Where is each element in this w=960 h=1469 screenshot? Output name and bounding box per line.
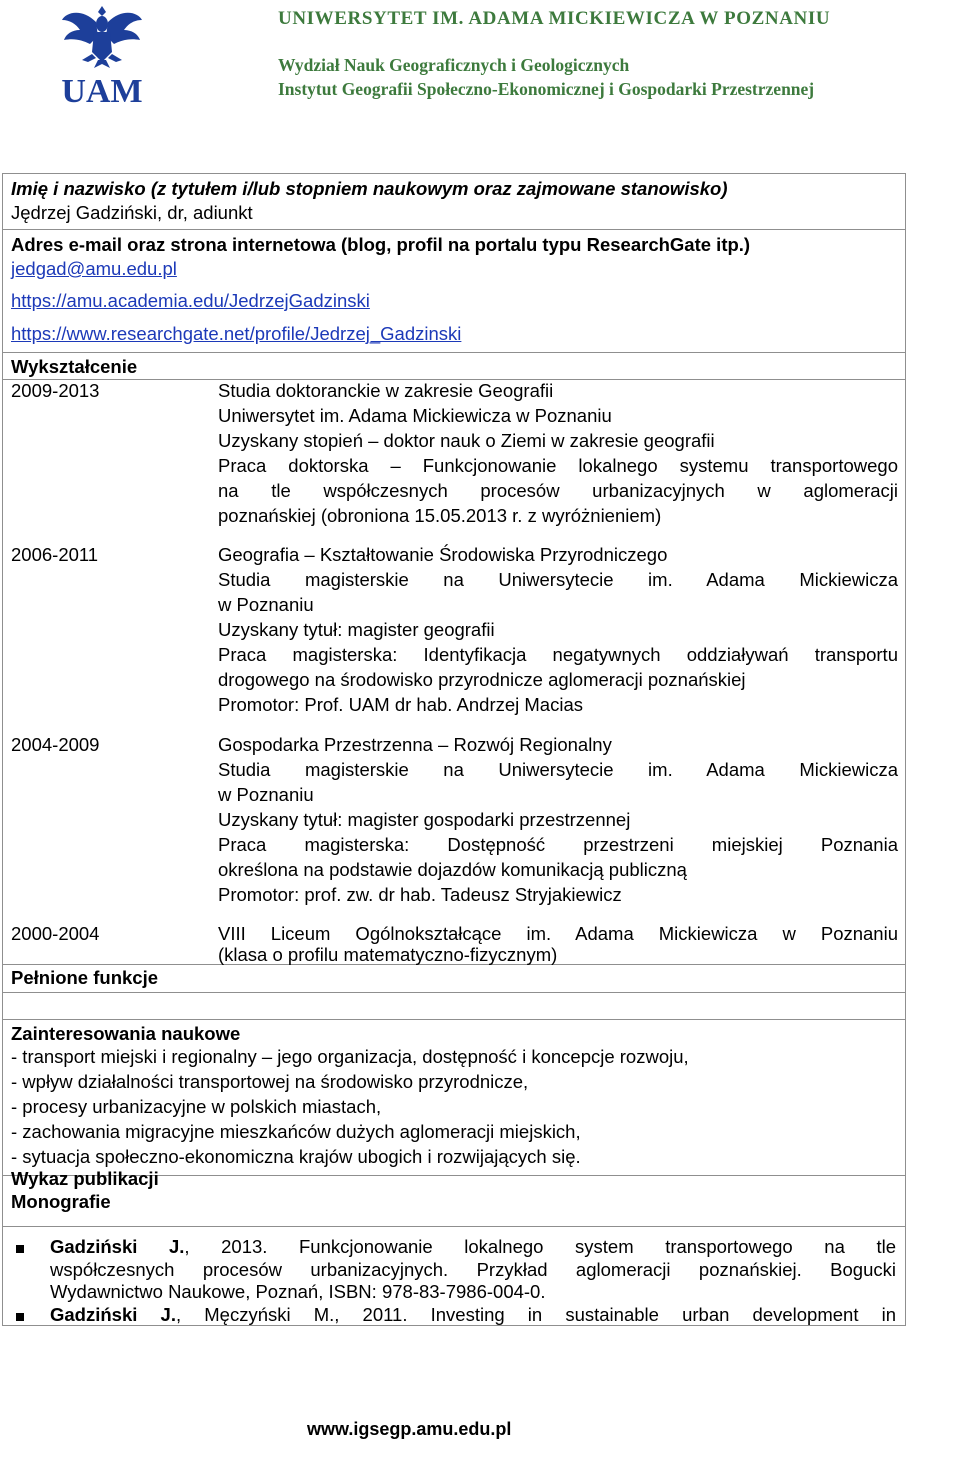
publication-line: Wydawnictwo Naukowe, Poznań, ISBN: 978-83-7986-004-0. (50, 1281, 546, 1302)
bullet-icon (16, 1245, 24, 1253)
education-years: 2000-2004 (11, 923, 100, 944)
education-line: Studia doktoranckie w zakresie Geografii (218, 380, 554, 401)
education-line: Studia magisterskie na Uniwersytecie im. Adama Mickiewicza (218, 569, 898, 590)
education-line: Geografia – Kształtowanie Środowiska Przyrodniczego (218, 544, 668, 565)
education-line: Promotor: Prof. UAM dr hab. Andrzej Macias (218, 694, 583, 715)
education-line: Promotor: prof. zw. dr hab. Tadeusz Stryjakiewicz (218, 884, 622, 905)
education-line: drogowego na środowisko przyrodnicze aglomeracji poznańskiej (218, 669, 746, 690)
uam-logo (58, 2, 146, 108)
interest-item: - zachowania migracyjne mieszkańców dużych aglomeracji miejskich, (11, 1121, 581, 1142)
education-years: 2006-2011 (11, 544, 99, 565)
education-line: na tle współczesnych procesów urbanizacyjnych w aglomeracji (218, 480, 898, 501)
researchgate-link[interactable]: https://www.researchgate.net/profile/Jedrzej_Gadzinski (11, 323, 462, 344)
monographs-subheading: Monografie (11, 1191, 111, 1212)
bullet-icon (16, 1313, 24, 1321)
education-line: w Poznaniu (218, 784, 314, 805)
education-line: w Poznaniu (218, 594, 314, 615)
education-line: Studia magisterskie na Uniwersytecie im. Adama Mickiewicza (218, 759, 898, 780)
row-divider (3, 992, 905, 993)
education-line: Uzyskany tytuł: magister geografii (218, 619, 495, 640)
footer-url[interactable]: www.igsegp.amu.edu.pl (307, 1419, 512, 1439)
university-name: UNIWERSYTET IM. ADAMA MICKIEWICZA W POZNANIU (278, 8, 831, 29)
education-line: (klasa o profilu matematyczno-fizycznym) (218, 944, 558, 965)
svg-text:UAM: UAM (61, 73, 143, 108)
functions-heading: Pełnione funkcje (11, 967, 159, 988)
education-line: określona na podstawie dojazdów komunikacją publiczną (218, 859, 687, 880)
row-divider (3, 229, 905, 230)
person-heading: Imię i nazwisko (z tytułem i/lub stopniem naukowym oraz zajmowane stanowisko) (11, 178, 728, 199)
education-line: VIII Liceum Ogólnokształcące im. Adama Mickiewicza w Poznaniu (218, 923, 898, 944)
education-line: Uzyskany stopień – doktor nauk o Ziemi w zakresie geografii (218, 430, 715, 451)
institute-name: Instytut Geografii Społeczno-Ekonomicznej i Gospodarki Przestrzennej (278, 79, 815, 99)
contact-heading: Adres e-mail oraz strona internetowa (blog, profil na portalu typu ResearchGate itp.) (11, 234, 751, 255)
education-heading: Wykształcenie (11, 356, 138, 377)
education-line: Uniwersytet im. Adama Mickiewicza w Poznaniu (218, 405, 612, 426)
education-years: 2009-2013 (11, 380, 100, 401)
interest-item: - wpływ działalności transportowej na środowisko przyrodnicze, (11, 1071, 529, 1092)
publication-line: Gadziński J., 2013. Funkcjonowanie lokalnego system transportowego na tle (50, 1236, 896, 1257)
row-divider (3, 352, 905, 353)
cv-table (2, 173, 906, 1326)
interest-item: - procesy urbanizacyjne w polskich miastach, (11, 1096, 382, 1117)
publications-heading: Wykaz publikacji (11, 1168, 159, 1189)
education-line: Praca magisterska: Dostępność przestrzeni miejskiej Poznania (218, 834, 898, 855)
interest-item: - sytuacja społeczno-ekonomiczna krajów ubogich i rozwijających się. (11, 1146, 581, 1167)
education-line: Praca magisterska: Identyfikacja negatywnych oddziaływań transportu (218, 644, 898, 665)
education-line: Uzyskany tytuł: magister gospodarki przestrzennej (218, 809, 631, 830)
email-link[interactable]: jedgad@amu.edu.pl (11, 258, 177, 279)
academia-link[interactable]: https://amu.academia.edu/JedrzejGadzinski (11, 290, 370, 311)
publication-line: Gadziński J., Męczyński M., 2011. Investing in sustainable urban development in (50, 1304, 896, 1325)
education-line: Praca doktorska – Funkcjonowanie lokalnego systemu transportowego (218, 455, 898, 476)
education-line: poznańskiej (obroniona 15.05.2013 r. z wyróżnieniem) (218, 505, 662, 526)
row-divider (3, 1019, 905, 1020)
education-years: 2004-2009 (11, 734, 100, 755)
interest-item: - transport miejski i regionalny – jego organizacja, dostępność i koncepcje rozwoju, (11, 1046, 689, 1067)
interests-heading: Zainteresowania naukowe (11, 1023, 241, 1044)
faculty-name: Wydział Nauk Geograficznych i Geologicznych (278, 55, 630, 75)
row-divider (3, 1226, 905, 1227)
education-line: Gospodarka Przestrzenna – Rozwój Regionalny (218, 734, 612, 755)
publication-line: współczesnych procesów urbanizacyjnych. Przykład aglomeracji poznańskiej. Bogucki (50, 1259, 896, 1280)
person-name: Jędrzej Gadziński, dr, adiunkt (11, 202, 253, 223)
